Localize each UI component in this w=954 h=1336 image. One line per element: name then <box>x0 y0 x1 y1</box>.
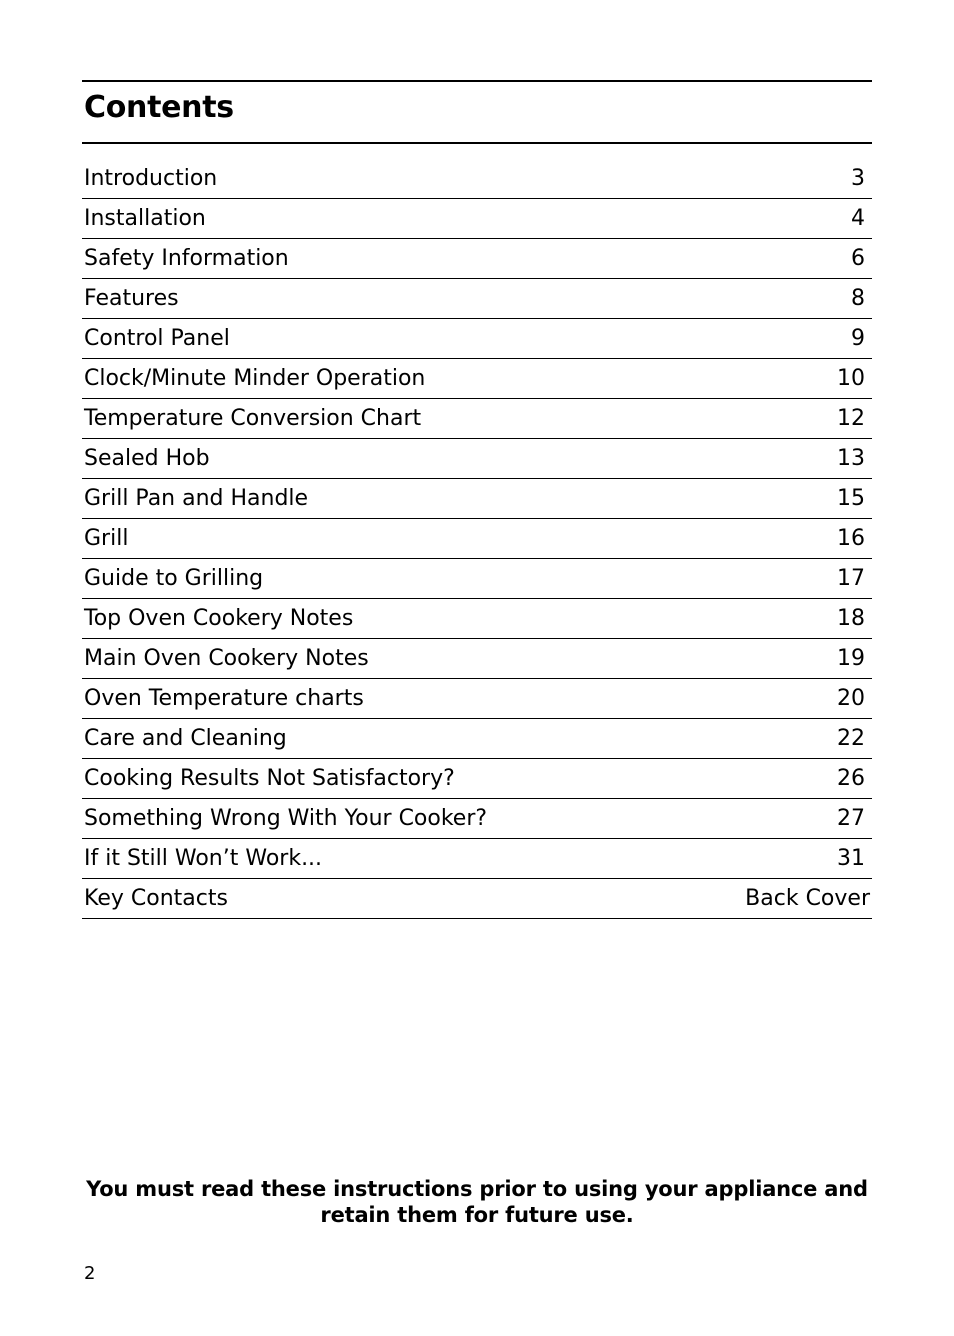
toc-entry-title: Care and Cleaning <box>84 726 287 751</box>
toc-entry-title: Main Oven Cookery Notes <box>84 646 369 671</box>
toc-row-sealed-hob <box>82 440 872 479</box>
notice-line-2: retain them for future use. <box>320 1203 634 1227</box>
toc-entry-page: 26 <box>837 766 865 791</box>
toc-row-cooking-results <box>82 760 872 799</box>
toc-row-introduction <box>82 160 872 199</box>
toc-entry-page: 17 <box>837 566 865 591</box>
toc-entry-title: Control Panel <box>84 326 230 351</box>
toc-entry-page: 20 <box>837 686 865 711</box>
page-number: 2 <box>84 1263 96 1284</box>
toc-entry-title: Features <box>84 286 179 311</box>
toc-entry-page: 10 <box>837 366 865 391</box>
toc-entry-page: 6 <box>851 246 865 271</box>
toc-row-grill-pan-handle <box>82 480 872 519</box>
top-rule <box>82 80 872 82</box>
toc-entry-title: Oven Temperature charts <box>84 686 364 711</box>
toc-entry-title: Temperature Conversion Chart <box>84 406 422 431</box>
toc-entry-page: 31 <box>837 846 865 871</box>
toc-row-temperature-conversion <box>82 400 872 439</box>
toc-entry-title: Sealed Hob <box>84 446 210 471</box>
toc-entry-title: If it Still Won’t Work... <box>84 846 323 871</box>
notice-line-1: You must read these instructions prior to using your appliance and <box>86 1177 868 1201</box>
toc-entry-title: Guide to Grilling <box>84 566 264 591</box>
toc-entry-page: 13 <box>837 446 865 471</box>
table-of-contents <box>82 160 872 920</box>
toc-entry-title: Introduction <box>84 166 218 191</box>
toc-row-features <box>82 280 872 319</box>
title-rule <box>82 142 872 144</box>
toc-row-installation <box>82 200 872 239</box>
page-title: Contents <box>84 90 234 125</box>
toc-entry-page: 12 <box>837 406 865 431</box>
toc-row-control-panel <box>82 320 872 359</box>
read-instructions-notice <box>82 1176 872 1228</box>
toc-row-safety-information <box>82 240 872 279</box>
toc-entry-page: 22 <box>837 726 865 751</box>
toc-row-care-and-cleaning <box>82 720 872 759</box>
toc-entry-page: 4 <box>851 206 865 231</box>
toc-row-something-wrong <box>82 800 872 839</box>
toc-entry-page: 9 <box>851 326 865 351</box>
toc-entry-title: Cooking Results Not Satisfactory? <box>84 766 455 791</box>
toc-entry-page: 18 <box>837 606 865 631</box>
toc-entry-page: 15 <box>837 486 865 511</box>
toc-row-main-oven-notes <box>82 640 872 679</box>
toc-entry-title: Installation <box>84 206 206 231</box>
toc-entry-page: 8 <box>851 286 865 311</box>
toc-entry-page: 19 <box>837 646 865 671</box>
toc-entry-title: Safety Information <box>84 246 289 271</box>
toc-entry-title: Grill Pan and Handle <box>84 486 309 511</box>
toc-row-key-contacts <box>82 880 872 919</box>
toc-row-grill <box>82 520 872 559</box>
toc-row-clock-minute-minder <box>82 360 872 399</box>
toc-entry-page: Back Cover <box>745 886 870 911</box>
toc-row-guide-to-grilling <box>82 560 872 599</box>
toc-entry-title: Key Contacts <box>84 886 228 911</box>
toc-entry-page: 16 <box>837 526 865 551</box>
toc-row-oven-temperature-charts <box>82 680 872 719</box>
toc-entry-title: Clock/Minute Minder Operation <box>84 366 426 391</box>
toc-entry-page: 27 <box>837 806 865 831</box>
toc-entry-page: 3 <box>851 166 865 191</box>
toc-entry-title: Something Wrong With Your Cooker? <box>84 806 488 831</box>
toc-entry-title: Top Oven Cookery Notes <box>84 606 354 631</box>
toc-row-top-oven-notes <box>82 600 872 639</box>
toc-row-still-wont-work <box>82 840 872 879</box>
toc-entry-title: Grill <box>84 526 129 551</box>
